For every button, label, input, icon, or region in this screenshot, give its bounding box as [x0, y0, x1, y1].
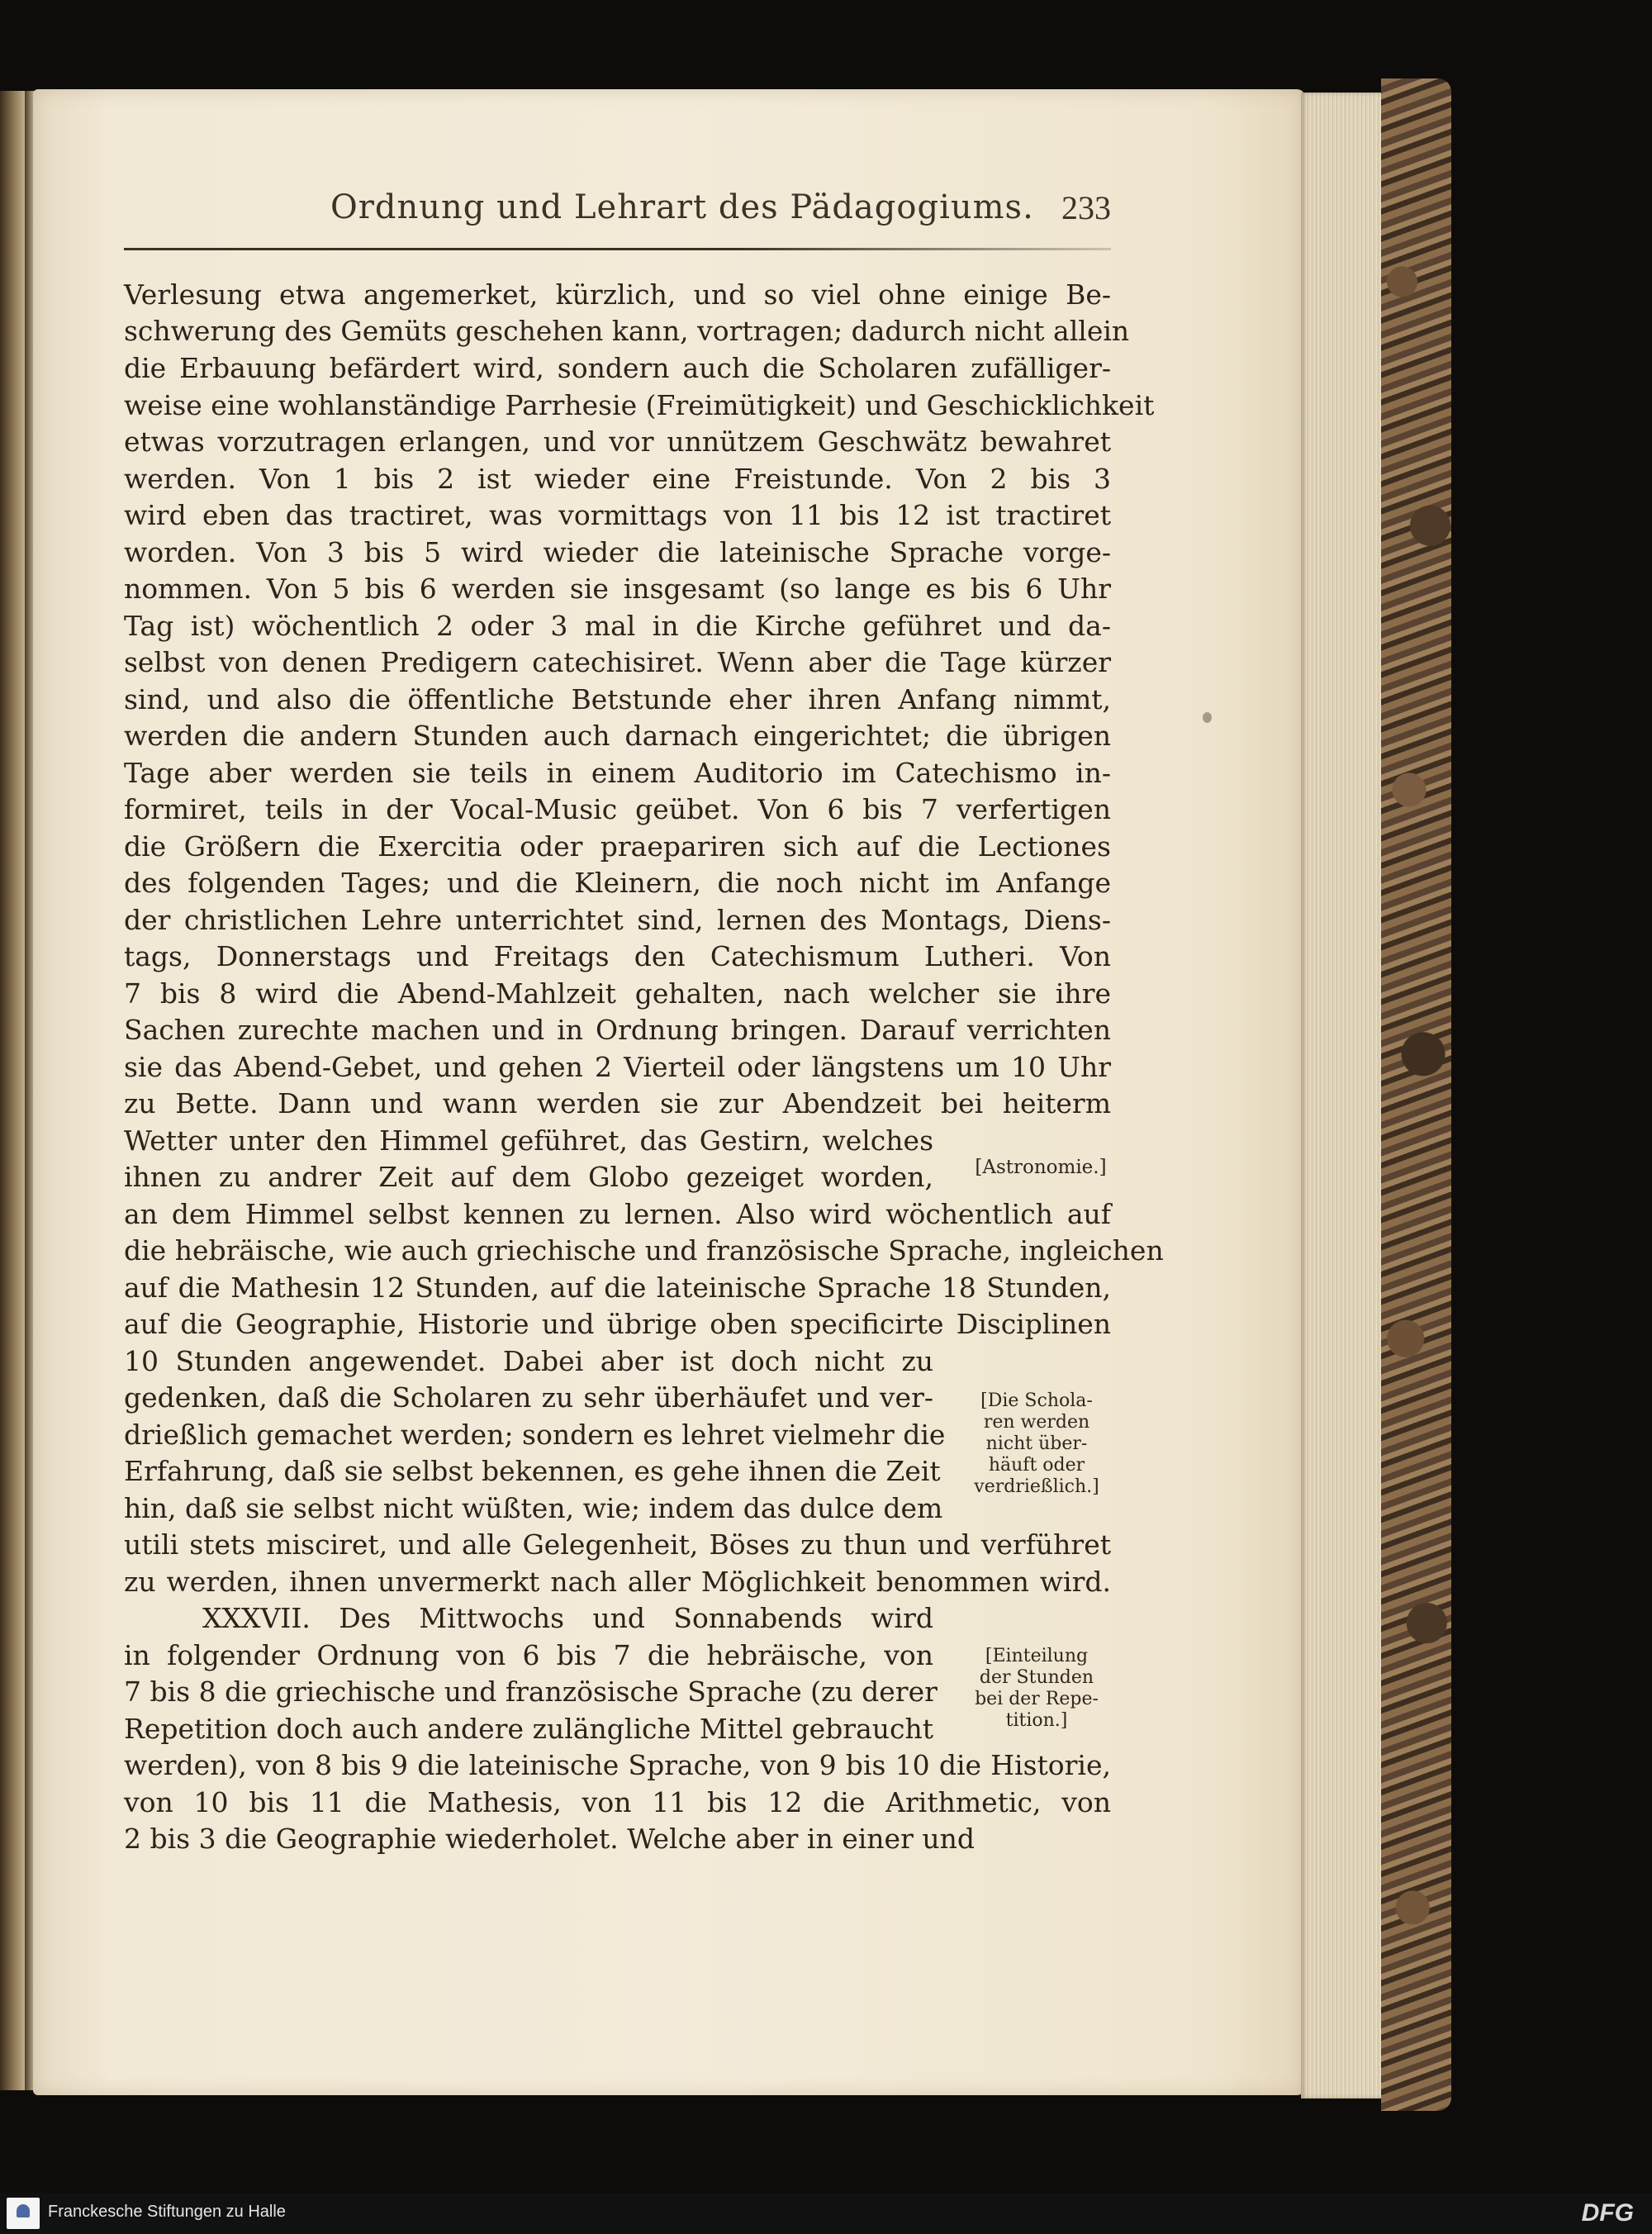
text-line: gedenken, daß die Scholaren zu sehr überhäufet und ver- [124, 1381, 933, 1414]
text-line: formiret, teils in der Vocal-Music geübet. Von 6 bis 7 verfertigen [124, 793, 1111, 825]
text-line: sie das Abend-Gebet, und gehen 2 Vierteil oder längstens um 10 Uhr [124, 1051, 1111, 1083]
text-line: zu Bette. Dann und wann werden sie zur Abendzeit bei heiterm [124, 1087, 1111, 1119]
text-line: die Größern die Exercitia oder praepariren sich auf die Lectiones [124, 830, 1111, 863]
text-line: wird eben das tractiret, was vormittags von 11 bis 12 ist tractiret [124, 499, 1111, 531]
text-line: werden. Von 1 bis 2 ist wieder eine Freistunde. Von 2 bis 3 [124, 463, 1111, 495]
text-line: des folgenden Tages; und die Kleinern, die noch nicht im Anfange [124, 867, 1111, 899]
margin-note-line: [Einteilung [985, 1646, 1089, 1666]
text-line: Erfahrung, daß sie selbst bekennen, es gehe ihnen die Zeit [124, 1455, 941, 1487]
running-head [124, 182, 1111, 231]
margin-note-line: der Stunden [979, 1667, 1094, 1688]
text-line: utili stets misciret, und alle Gelegenheit, Böses zu thun und verführet [124, 1528, 1111, 1561]
margin-note-scholaren [958, 1390, 1115, 1498]
text-line: die hebräische, wie auch griechische und französische Sprache, ingleichen [124, 1234, 1164, 1267]
text-line: Tage aber werden sie teils in einem Auditorio im Catechismo in- [124, 757, 1111, 789]
text-line: ihnen zu andrer Zeit auf dem Globo gezeiget worden, [124, 1161, 933, 1193]
text-line: selbst von denen Predigern catechisiret. Wenn aber die Tage kürzer [124, 646, 1111, 678]
page-number: 233 [1061, 189, 1111, 226]
margin-note-line: verdrießlich.] [974, 1476, 1099, 1497]
text-line: Verlesung etwa angemerket, kürzlich, und so viel ohne einige Be- [124, 278, 1111, 311]
page-edges [1301, 93, 1388, 2099]
text-line: der christlichen Lehre unterrichtet sind, lernen des Montags, Diens- [124, 904, 1111, 936]
text-line: weise eine wohlanständige Parrhesie (Freimütigkeit) und Geschicklichkeit [124, 389, 1155, 421]
text-line: schwerung des Gemüts geschehen kann, vortragen; dadurch nicht allein [124, 315, 1130, 347]
margin-note-line: bei der Repe- [975, 1689, 1099, 1709]
text-line: hin, daß sie selbst nicht wüßten, wie; indem das dulce dem [124, 1492, 943, 1524]
margin-note-line: ren werden [983, 1412, 1090, 1433]
text-line: in folgender Ordnung von 6 bis 7 die hebräische, von [124, 1639, 933, 1671]
text-line: Tag ist) wöchentlich 2 oder 3 mal in die Kirche geführet und da- [124, 610, 1111, 642]
margin-note-line: tition.] [1005, 1710, 1068, 1731]
text-line: 2 bis 3 die Geographie wiederholet. Welche aber in einer und [124, 1823, 975, 1855]
text-line: werden die andern Stunden auch darnach eingerichtet; die übrigen [124, 720, 1111, 752]
text-line: nommen. Von 5 bis 6 werden sie insgesamt (so lange es bis 6 Uhr [124, 573, 1111, 605]
marbled-cover [1381, 78, 1451, 2111]
dfg-logo: DFG [1581, 2199, 1634, 2227]
text-line: werden), von 8 bis 9 die lateinische Sprache, von 9 bis 10 die Historie, [124, 1749, 1111, 1781]
text-line: sind, und also die öffentliche Betstunde eher ihren Anfang nimmt, [124, 683, 1111, 715]
text-line: auf die Mathesin 12 Stunden, auf die lateinische Sprache 18 Stunden, [124, 1271, 1111, 1304]
text-line: von 10 bis 11 die Mathesis, von 11 bis 12 die Arithmetic, von [124, 1786, 1111, 1818]
facing-page-edge [0, 91, 26, 2090]
text-line: Repetition doch auch andere zulängliche Mittel gebraucht [124, 1713, 933, 1745]
text-line: tags, Donnerstags und Freitags den Catechismum Lutheri. Von [124, 940, 1111, 972]
footer-institution: Franckesche Stiftungen zu Halle [48, 2203, 286, 2221]
text-line: zu werden, ihnen unvermerkt nach aller Möglichkeit benommen wird. [124, 1566, 1111, 1598]
header-rule [124, 248, 1111, 250]
margin-note-line: [Die Schola- [980, 1390, 1093, 1411]
text-line: 10 Stunden angewendet. Dabei aber ist doch nicht zu [124, 1345, 933, 1377]
text-line: Sachen zurechte machen und in Ordnung bringen. Darauf verrichten [124, 1014, 1111, 1046]
margin-note-astronomie: [Astronomie.] [975, 1157, 1107, 1178]
text-line: die Erbauung befärdert wird, sondern auch die Scholaren zufälliger- [124, 352, 1111, 384]
margin-note-einteilung [958, 1646, 1115, 1732]
margin-note-line: nicht über- [985, 1433, 1088, 1454]
text-line: etwas vorzutragen erlangen, und vor unnützem Geschwätz bewahret [124, 425, 1111, 458]
text-line: drießlich gemachet werden; sondern es lehret vielmehr die [124, 1419, 946, 1451]
page-spot [1203, 712, 1212, 723]
text-line: 7 bis 8 die griechische und französische Sprache (zu derer [124, 1676, 938, 1708]
text-line: an dem Himmel selbst kennen zu lernen. Also wird wöchentlich auf [124, 1198, 1111, 1230]
text-line: 7 bis 8 wird die Abend-Mahlzeit gehalten, nach welcher sie ihre [124, 977, 1111, 1010]
running-title: Ordnung und Lehrart des Pädagogiums. [330, 188, 1034, 226]
text-line: worden. Von 3 bis 5 wird wieder die lateinische Sprache vorge- [124, 536, 1111, 568]
text-line: Wetter unter den Himmel geführet, das Gestirn, welches [124, 1124, 933, 1157]
margin-note-line: häuft oder [988, 1455, 1085, 1476]
footer-bar [0, 2193, 1652, 2234]
text-line: auf die Geographie, Historie und übrige oben specificirte Disciplinen [124, 1308, 1111, 1340]
section-heading-line: XXXVII. Des Mittwochs und Sonnabends wird [202, 1602, 933, 1634]
institution-logo-icon [7, 2198, 40, 2229]
